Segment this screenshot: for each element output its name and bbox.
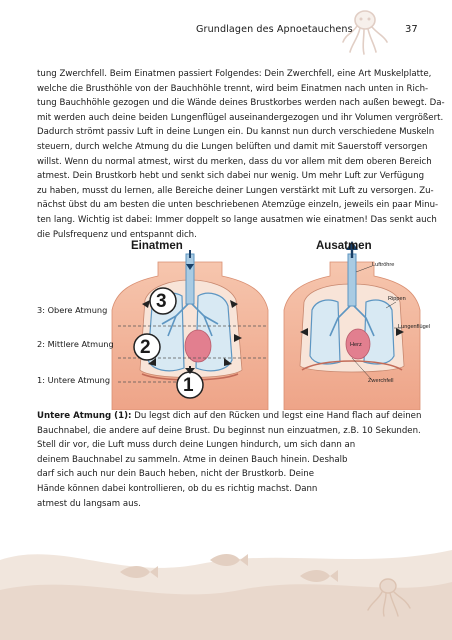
breathing-diagram (0, 240, 452, 410)
text-line: ten lang. Wichtig ist dabei: Immer doppelt so lange ausatmen wie einatmen! Das senkt auch (37, 214, 437, 225)
middle-breathing-label: 2: Mittlere Atmung (37, 339, 114, 349)
text-line: deinem Bauchnabel zu sammeln. Atme in deinen Bauch hinein. Deshalb (37, 454, 348, 465)
footer-decoration (0, 520, 452, 640)
text-line: steuern, durch welche Atmung du die Lungen belüften und damit mit Sauerstoff versorgen (37, 141, 428, 152)
text-line: die Pulsfrequenz und entspannt dich. (37, 229, 197, 240)
text-line: willst. Wenn du normal atmest, wirst du merken, dass du vor allem mit dem oberen Bereich (37, 156, 432, 167)
text-line: atmest. Dein Brustkorb hebt und senkt sich dabei nur wenig. Um mehr Luft zur Verfügung (37, 171, 425, 182)
inhale-heading: Einatmen (131, 240, 183, 252)
text-line: nächst übst du am besten die unten beschriebenen Atemzüge einzeln, jeweils ein paar Minu- (37, 200, 439, 211)
trachea-label: Luftröhre (372, 262, 395, 268)
text-line: darf sich auch nur dein Bauch heben, nicht der Brustkorb. Deine (37, 469, 315, 480)
intro-paragraph (37, 67, 445, 242)
text-fragment: Du legst dich auf den Rücken und legst eine Hand flach auf deinen (131, 411, 422, 421)
running-header-title: Grundlagen des Apnoetauchens (196, 24, 353, 35)
text-line: tung Bauchhöhle gezogen und die Wände deines Brustkorbes werden nach außen bewegt. Da- (37, 98, 445, 109)
text-line: Dadurch strömt passiv Luft in deine Lungen ein. Du kannst nun durch verschiedene Muskeln (37, 127, 435, 138)
text-line: tung Zwerchfell. Beim Einatmen passiert Folgendes: Dein Zwerchfell, eine Art Muskelplatte, (37, 69, 432, 79)
lower-breathing-paragraph (37, 409, 422, 511)
text-line: Bauchnabel, die andere auf deine Brust. Du beginnst nun einzuatmen, z.B. 10 Sekunden. (37, 425, 421, 436)
lung-label: Lungenflügel (398, 324, 431, 330)
text-line: atmest du langsam aus. (37, 498, 141, 509)
text-line: Stell dir vor, die Luft muss durch deine Lungen hindurch, um sich dann an (37, 440, 356, 451)
exhale-heading: Ausatmen (316, 240, 372, 252)
ribs-label: Rippen (388, 296, 406, 302)
text-line: mit werden auch deine beiden Lungenflügel auseinandergezogen und ihr Volumen vergrößert. (37, 112, 444, 123)
heart-label: Herz (350, 342, 362, 348)
marker-1: 1 (183, 375, 194, 396)
text-line: Hände können dabei kontrollieren, ob du es richtig machst. Dann (37, 483, 318, 494)
marker-3: 3 (156, 291, 167, 312)
text-line: zu haben, musst du lernen, alle Bereiche deiner Lungen verstärkt mit Luft zu versorgen. Zu- (37, 185, 434, 196)
upper-breathing-label: 3: Obere Atmung (37, 305, 108, 315)
page-number: 37 (405, 24, 418, 35)
text-line: welche die Brusthöhle von der Bauchhöhle trennt, wird beim Einatmen nach unten in Rich- (37, 83, 429, 94)
lower-breathing-label: 1: Untere Atmung (37, 375, 111, 385)
marker-2: 2 (140, 337, 151, 358)
text-line (37, 409, 422, 424)
diaphragm-label: Zwerchfell (368, 378, 394, 384)
lower-breathing-heading: Untere Atmung (1): (37, 411, 132, 421)
